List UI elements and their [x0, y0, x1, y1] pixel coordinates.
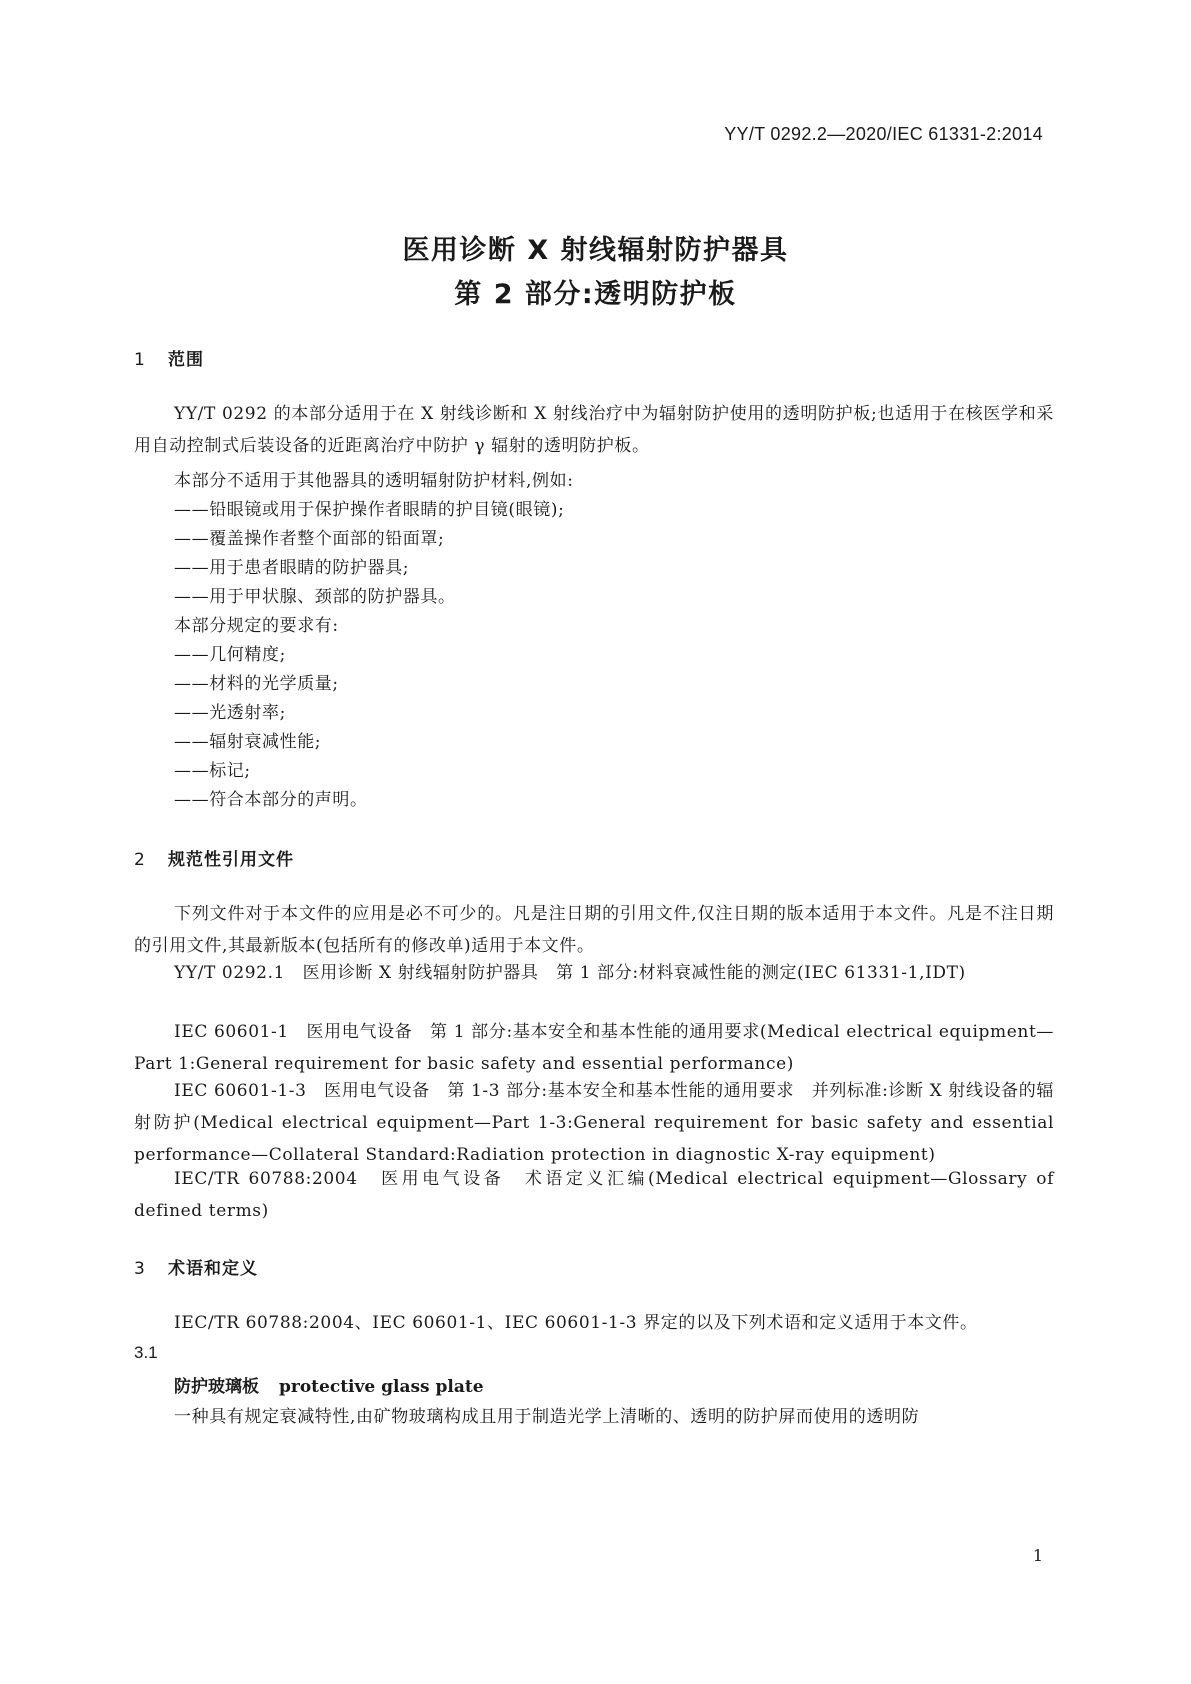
page-number: 1: [1032, 1546, 1043, 1565]
list-item: ——铅眼镜或用于保护操作者眼睛的护目镜(眼镜);: [174, 500, 565, 520]
scope-paragraph: YY/T 0292 的本部分适用于在 X 射线诊断和 X 射线治疗中为辐射防护使用的透明防护板;也适用于在核医学和采用自动控制式后装设备的近距离治疗中防护 γ 辐射的透明防护板。: [134, 404, 1054, 456]
section-1-heading: [134, 345, 204, 370]
document-title-line2: 第 2 部分:透明防护板: [454, 279, 737, 310]
document-title-line1: 医用诊断 X 射线辐射防护器具: [402, 235, 789, 266]
list-item: ——辐射衰减性能;: [174, 732, 322, 752]
section-title: 范围: [168, 350, 204, 370]
term-number: 3.1: [134, 1343, 158, 1362]
reference-entry: IEC 60601-1 医用电气设备 第 1 部分:基本安全和基本性能的通用要求(Medical electrical equipment—Part 1:General requirement for basic safety and essential performance): [134, 1022, 1054, 1074]
requirements-intro: 本部分规定的要求有:: [174, 616, 339, 636]
standard-code: YY/T 0292.2—2020/IEC 61331-2:2014: [724, 124, 1043, 144]
list-item: ——符合本部分的声明。: [174, 790, 368, 810]
reference-entry: IEC/TR 60788:2004 医用电气设备 术语定义汇编(Medical electrical equipment—Glossary of defined terms): [134, 1169, 1054, 1221]
section-title: 规范性引用文件: [168, 850, 294, 870]
section-3-heading: [134, 1254, 258, 1279]
list-item: ——标记;: [174, 761, 251, 781]
term-name-cn: 防护玻璃板: [174, 1377, 259, 1397]
reference-entry: IEC 60601-1-3 医用电气设备 第 1-3 部分:基本安全和基本性能的通用要求 并列标准:诊断 X 射线设备的辐射防护(Medical electrical equipment—Part 1-3:General requirement for basic safety and essential performance—Collateral Standard:Radiation protection in diagnostic X-ray equipment): [134, 1081, 1054, 1165]
list-item: ——用于甲状腺、颈部的防护器具。: [174, 587, 456, 607]
list-item: ——覆盖操作者整个面部的铅面罩;: [174, 529, 445, 549]
list-item: ——用于患者眼睛的防护器具;: [174, 558, 410, 578]
section-number: 2: [134, 850, 146, 870]
list-item: ——光透射率;: [174, 703, 286, 723]
terms-intro-paragraph: IEC/TR 60788:2004、IEC 60601-1、IEC 60601-1-3 界定的以及下列术语和定义适用于本文件。: [174, 1313, 978, 1333]
normative-intro-paragraph: 下列文件对于本文件的应用是必不可少的。凡是注日期的引用文件,仅注日期的版本适用于本文件。凡是不注日期的引用文件,其最新版本(包括所有的修改单)适用于本文件。: [134, 904, 1054, 956]
term-definition: 一种具有规定衰减特性,由矿物玻璃构成且用于制造光学上清晰的、透明的防护屏而使用的透明防: [174, 1407, 920, 1427]
list-item: ——几何精度;: [174, 645, 286, 665]
list-item: ——材料的光学质量;: [174, 674, 339, 694]
section-number: 1: [134, 350, 146, 370]
term-title: [174, 1372, 484, 1397]
section-title: 术语和定义: [168, 1259, 258, 1279]
term-name-en: protective glass plate: [279, 1377, 484, 1397]
section-number: 3: [134, 1259, 146, 1279]
section-2-heading: [134, 845, 294, 870]
not-applicable-intro: 本部分不适用于其他器具的透明辐射防护材料,例如:: [174, 471, 574, 491]
reference-entry: YY/T 0292.1 医用诊断 X 射线辐射防护器具 第 1 部分:材料衰减性能的测定(IEC 61331-1,IDT): [174, 963, 966, 983]
